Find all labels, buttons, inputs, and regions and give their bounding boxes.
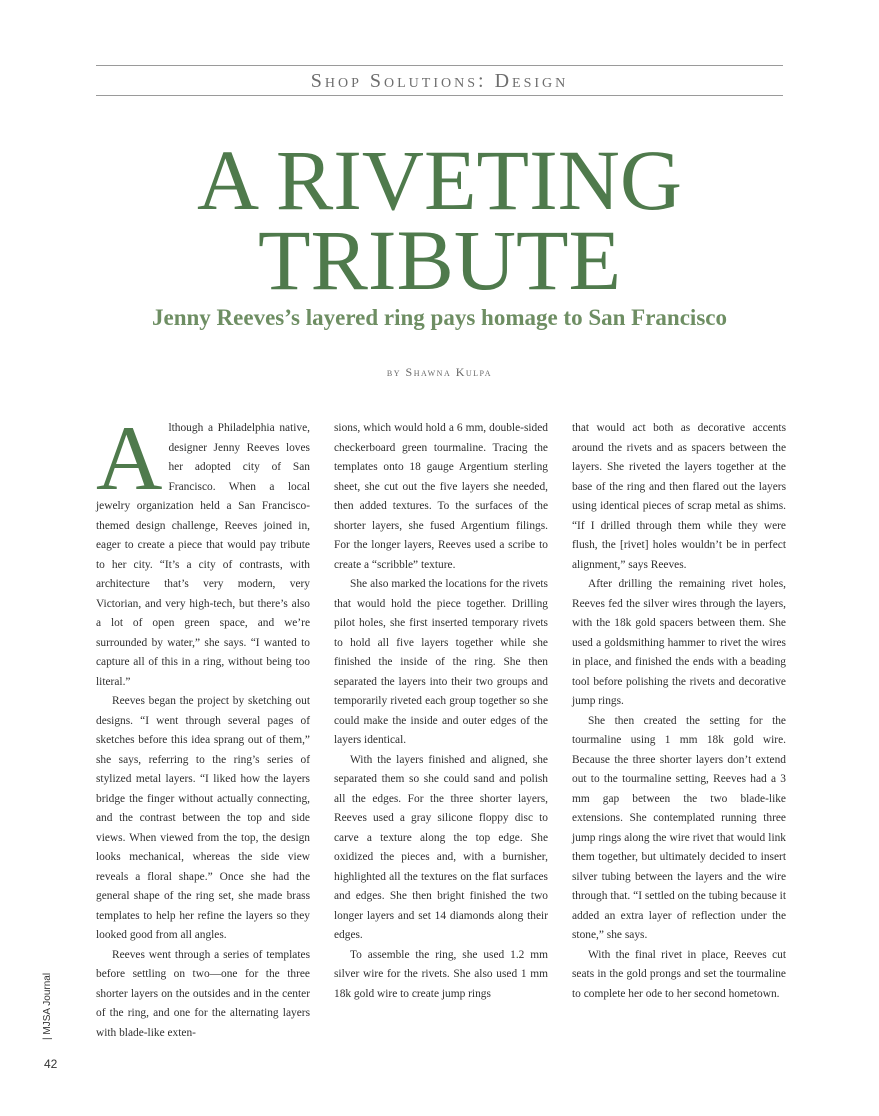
paragraph: Reeves began the project by sketching out designs. “I went through several pages of sketches before this idea sprang out of them,” she says, referring to the ring’s series of stylized metal layers. “I liked how the layers bridge the finger without actually connecting, and the contrast between the top and side views. When viewed from the top, the design looks mechanical, whereas the side view reveals a floral shape.” Once she had the general shape of the ring set, she made brass templates to help her refine the layers so they looked good from all angles.	[96, 695, 310, 941]
section-header: Shop Solutions: Design	[310, 70, 569, 92]
title-line-2: TRIBUTE	[257, 212, 622, 308]
paragraph: Reeves went through a series of templates before settling on two—one for the three shorter layers on the outsides and in the center of the ring, and one for the alternating layers with blade-like exten-	[96, 948, 310, 1039]
paragraph: that would act both as decorative accents around the rivets and as spacers between the layers. She riveted the layers together at the base of the ring and then flared out the layers using identical pieces of scrap metal as shims. “If I drilled through them while they were flush, the [rivet] holes wouldn’t be in perfect alignment,” says Reeves.	[572, 422, 786, 571]
journal-name: | MJSA Journal	[42, 972, 53, 1040]
paragraph: She then created the setting for the tourmaline using 1 mm 18k gold wire. Because the three shorter layers don’t extend out to the tourmaline setting, Reeves had a 3 mm gap between the two blade-like extensions. She contemplated running three jump rings along the wire rivet that would link them together, but ultimately decided to insert silver tubing between the layers and the wire through that. “I settled on the tubing because it added an extra layer of reflection under the stone,” she says.	[572, 714, 786, 941]
text-column-2	[334, 419, 548, 1004]
title-line-1: A RIVETING	[197, 132, 682, 228]
byline: by Shawna Kulpa	[386, 365, 493, 379]
article-subtitle: Jenny Reeves’s layered ring pays homage to San Francisco	[152, 305, 727, 330]
paragraph	[96, 407, 310, 692]
paragraph: To assemble the ring, she used 1.2 mm silver wire for the rivets. She also used 1 mm 18k gold wire to create jump rings	[334, 948, 548, 1000]
paragraph: After drilling the remaining rivet holes, Reeves fed the silver wires through the layers, with the 18k gold spacers between them. She used a goldsmithing hammer to rivet the wires in place, and finished the ends with a beading tool before polishing the rivets and decorative jump rings.	[572, 578, 786, 707]
drop-cap: A	[96, 407, 163, 509]
header-rule-top	[96, 65, 783, 66]
paragraph: sions, which would hold a 6 mm, double-sided checkerboard green tourmaline. Tracing the templates onto 18 gauge Argentium sterling sheet, she cut out the five layers she needed, then added textures. To the surfaces of the shorter layers, she fused Argentium filings. For the longer layers, Reeves used a scribe to create a “scribble” texture.	[334, 422, 548, 571]
paragraph: With the final rivet in place, Reeves cut seats in the gold prongs and set the tourmaline to complete her ode to her second hometown.	[572, 948, 786, 1000]
text-column-1	[96, 407, 310, 1043]
article-title	[96, 132, 783, 308]
page-number: 42	[44, 1057, 58, 1071]
paragraph-text: lthough a Philadelphia native, designer Jenny Reeves loves her adopted city of San Francisco. When a local jewelry organization held a San Francisco-themed design challenge, Reeves joined in, eager to create a piece that would pay tribute to her city. “It’s a city of contrasts, with architecture that’s very modern, very Victorian, and very high-tech, but there’s also a lot of open green space, and we’re surrounded by water,” she says. “I wanted to capture all of this in a ring, without being too literal.”	[96, 422, 310, 688]
header-rule-bottom	[96, 95, 783, 96]
text-column-3	[572, 419, 786, 1004]
paragraph: With the layers finished and aligned, she separated them so she could sand and polish all the edges. For the three shorter layers, Reeves used a gray silicone floppy disc to carve a texture along the top edge. She oxidized the pieces and, with a burnisher, highlighted all the textures on the flat surfaces and edges. She then bright finished the two longer layers and set 14 diamonds along their edges.	[334, 753, 548, 941]
paragraph: She also marked the locations for the rivets that would hold the piece together. Drilling pilot holes, she first inserted temporary rivets to hold all five layers together while she finished the inside of the ring. She then separated the layers into their two groups and temporarily riveted each group together so she could make the inside and outer edges of the layers identical.	[334, 578, 548, 746]
